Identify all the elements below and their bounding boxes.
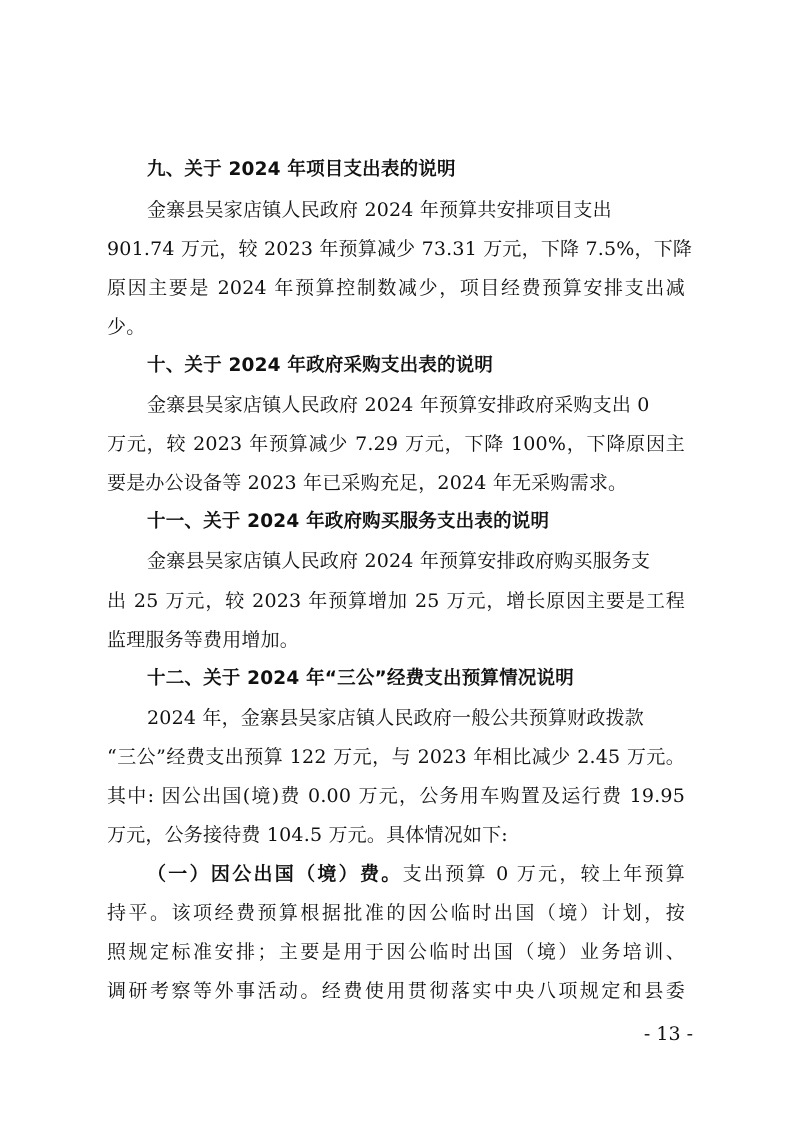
- paragraph-line: 监理服务等费用增加。: [107, 629, 300, 651]
- paragraph-line: 出 25 万元，较 2023 年预算增加 25 万元，增长原因主要是工程: [107, 590, 685, 612]
- paragraph-text: 支出预算 0 万元，较上年预算: [402, 863, 686, 885]
- paragraph-line: 持平。该项经费预算根据批准的因公临时出国（境）计划，按: [107, 902, 685, 924]
- paragraph-line: 原因主要是 2024 年预算控制数减少，项目经费预算安排支出减: [107, 277, 685, 299]
- paragraph-line: 要是办公设备等 2023 年已采购充足，2024 年无采购需求。: [107, 472, 628, 494]
- page-number: - 13 -: [643, 1023, 693, 1045]
- paragraph-line: 2024 年，金寨县吴家店镇人民政府一般公共预算财政拨款: [147, 707, 644, 729]
- section-heading-9: 九、关于 2024 年项目支出表的说明: [147, 159, 456, 180]
- paragraph-line: 调研考察等外事活动。经费使用贯彻落实中央八项规定和县委: [107, 980, 685, 1002]
- paragraph-line: 其中: 因公出国(境)费 0.00 万元，公务用车购置及运行费 19.95: [107, 785, 685, 807]
- paragraph-line: 万元，公务接待费 104.5 万元。具体情况如下:: [107, 824, 508, 846]
- subsection-line: [147, 860, 685, 888]
- paragraph-line: 901.74 万元，较 2023 年预算减少 73.31 万元，下降 7.5%，下降: [107, 238, 693, 260]
- paragraph-line: “三公”经费支出预算 122 万元，与 2023 年相比减少 2.45 万元。: [107, 746, 685, 768]
- section-heading-11: 十一、关于 2024 年政府购买服务支出表的说明: [147, 511, 550, 532]
- paragraph-line: 万元，较 2023 年预算减少 7.29 万元，下降 100%，下降原因主: [107, 433, 685, 455]
- subsection-heading-1: （一）因公出国（境）费。: [147, 863, 403, 885]
- paragraph-line: 金寨县吴家店镇人民政府 2024 年预算安排政府采购支出 0: [147, 394, 650, 416]
- paragraph-line: 少。: [107, 316, 146, 338]
- section-heading-12: 十二、关于 2024 年“三公”经费支出预算情况说明: [147, 668, 574, 689]
- paragraph-line: 金寨县吴家店镇人民政府 2024 年预算安排政府购买服务支: [147, 550, 651, 572]
- paragraph-line: 金寨县吴家店镇人民政府 2024 年预算共安排项目支出: [147, 199, 612, 221]
- section-heading-10: 十、关于 2024 年政府采购支出表的说明: [147, 355, 494, 376]
- paragraph-line: 照规定标准安排；主要是用于因公临时出国（境）业务培训、: [107, 941, 685, 963]
